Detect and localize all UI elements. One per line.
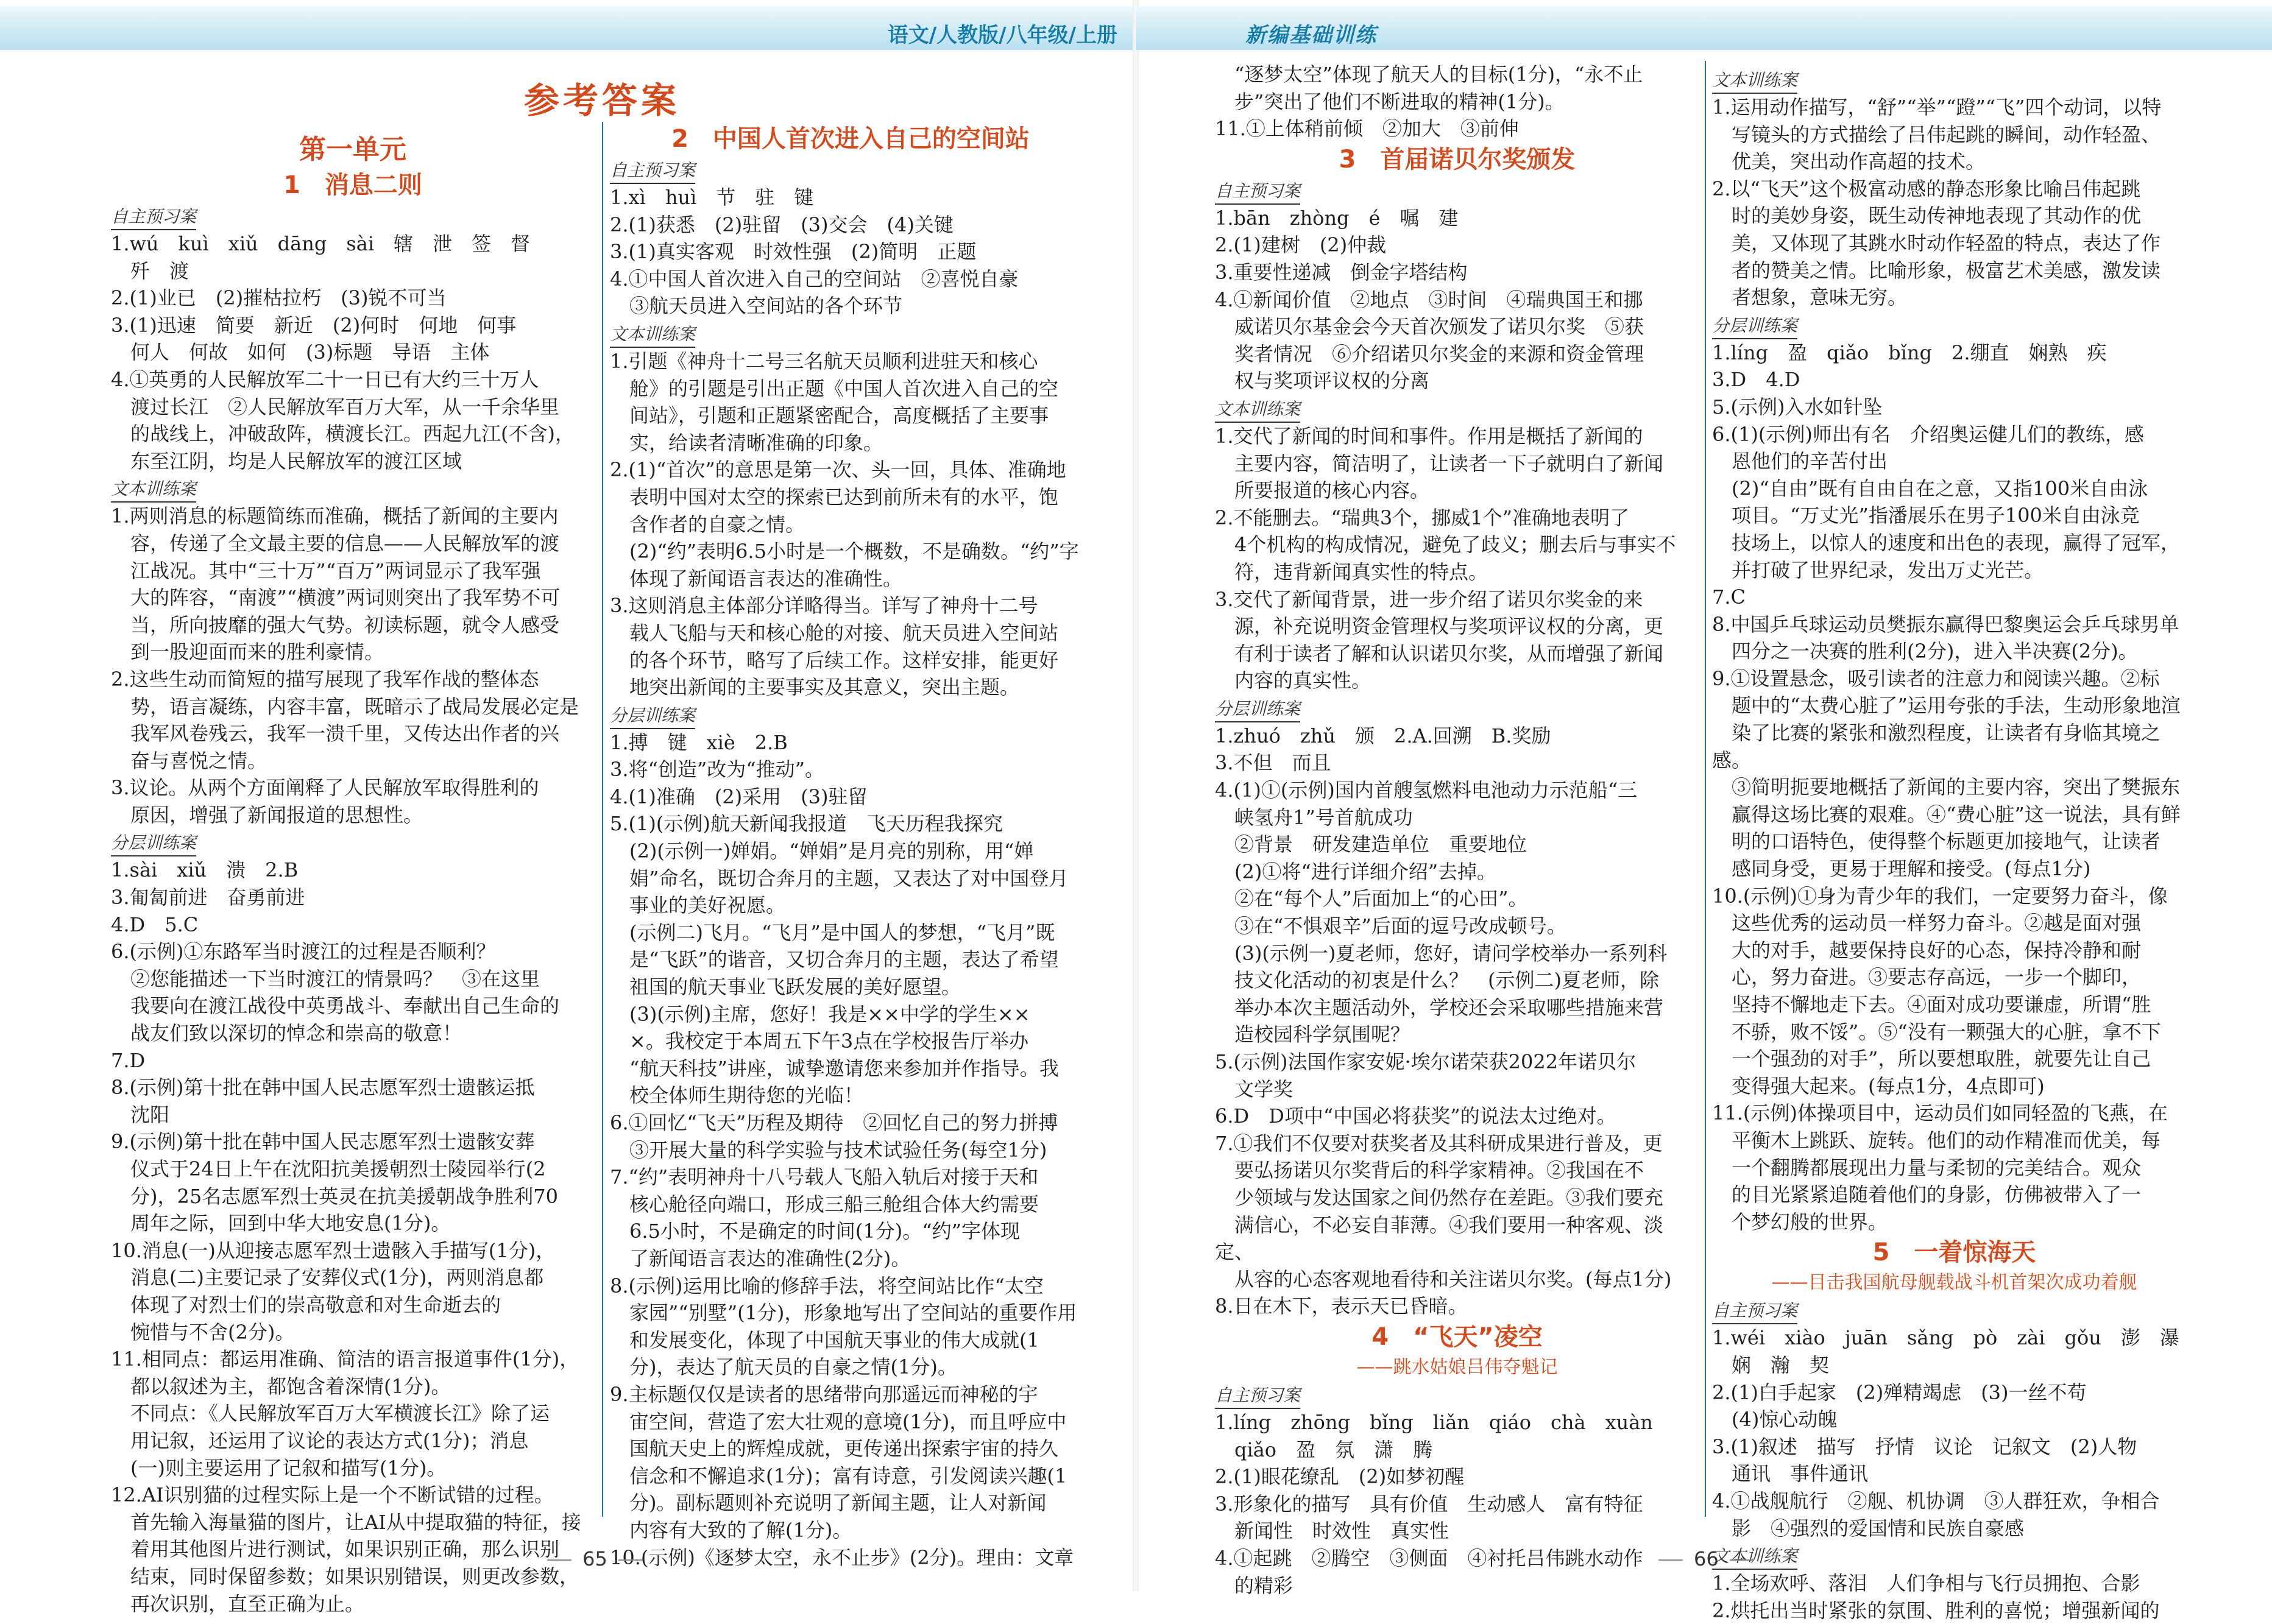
answer-line: 不骄，败不馁”。⑤“没有一颗强大的心脏，拿不下: [1712, 1020, 2161, 1043]
section-label-text: 文本训练案: [1712, 68, 1797, 94]
section-label-text: 自主预习案: [1215, 1383, 1300, 1409]
answer-line: 表明中国对太空的探索已达到前所未有的水平，饱: [610, 485, 1059, 509]
answer-line: 何人 何故 如何 (3)标题 导语 主体: [111, 341, 490, 364]
answer-line: (示例二)飞月。“飞月”是中国人的梦想，“飞月”既: [610, 920, 1055, 944]
answer-line: 核心舱径向端口，形成三船三舱组合体大约需要: [610, 1192, 1039, 1216]
answer-line: 校全体师生期待您的光临！: [610, 1084, 864, 1107]
answer-line: 用记叙，还运用了议论的表达方式(1分)；消息: [111, 1428, 529, 1452]
answer-line: 容，传递了全文最主要的信息——人民解放军的渡: [111, 531, 560, 555]
answer-line: 我要向在渡江战役中英勇战斗、奉献出自己生命的: [111, 994, 560, 1018]
answer-line: 消息(二)主要记录了安葬仪式(1分)，两则消息都: [111, 1266, 544, 1290]
answer-line: ③开展大量的科学实验与技术试验任务(每空1分): [610, 1138, 1047, 1162]
answer-line: 12.AI识别猫的过程实际上是一个不断试错的过程。: [111, 1483, 554, 1507]
answer-line: 项目。“万丈光”指潘展乐在男子100米自由泳竞: [1712, 504, 2140, 528]
answer-line: 仪式于24日上午在沈阳抗美援朝烈士陵园举行(2: [111, 1157, 546, 1181]
answer-line: 东至江阴，均是人民解放军的渡江区域: [111, 449, 462, 473]
answer-line: (3)(示例)主席，您好！我是××中学的学生××: [610, 1002, 1030, 1026]
answer-line: 体现了新闻语言表达的准确性。: [610, 567, 903, 590]
answer-line: 1.wéi xiào juān sǎng pò zài gǒu 澎 瀑: [1712, 1326, 2179, 1350]
answer-line: 的目光紧紧追随着他们的身影，仿佛被带入了一: [1712, 1183, 2142, 1207]
answer-line: 造校园科学氛围呢？: [1215, 1023, 1410, 1047]
answer-line: 2.(1)业已 (2)摧枯拉朽 (3)锐不可当: [111, 286, 447, 310]
answer-line: 到一股迎面而来的胜利豪情。: [111, 640, 384, 664]
answer-line: (4)惊心动魄: [1712, 1408, 1838, 1432]
answer-line: 2.(1)建树 (2)仲裁: [1215, 233, 1387, 257]
answer-line: 6.(示例)①东路军当时渡江的过程是否顺利？: [111, 940, 496, 964]
answer-line: (2)“自由”既有自由自在之意，又指100米自由泳: [1712, 476, 2148, 500]
answer-line: 通讯 事件通讯: [1712, 1462, 1869, 1486]
answer-line: 平衡木上跳跃、旋转。他们的动作精准而优美，每: [1712, 1128, 2161, 1152]
answer-line: 3.(1)迅速 简要 新近 (2)何时 何地 何事: [111, 313, 517, 337]
section-label-text: 自主预习案: [610, 158, 695, 184]
answer-line: 技文化活动的初衷是什么？ (示例二)夏老师，除: [1215, 969, 1659, 992]
answer-line: 题中的“太费心脏了”运用夸张的手法，生动形象地渲: [1712, 694, 2181, 718]
answer-line: 国航天史上的辉煌成就，更传递出探索宇宙的持久: [610, 1437, 1059, 1461]
section-label: [1215, 395, 1699, 423]
answer-line: 宙空间，营造了宏大壮观的意境(1分)，而且呼应中: [610, 1410, 1067, 1433]
column-divider-right: [1705, 61, 1706, 1517]
answer-line: 1.全场欢呼、落泪 人们争相与飞行员拥抱、合影: [1712, 1572, 2140, 1595]
section-label: [1712, 311, 2196, 339]
section-label: [1215, 177, 1699, 205]
unit-title: 第一单元: [299, 134, 406, 165]
answer-line: 大的阵容，“南渡”“横渡”两词则突出了我军势不可: [111, 586, 561, 610]
section-label-text: 自主预习案: [1215, 179, 1300, 205]
answer-line: 1.sài xiǔ 溃 2.B: [111, 858, 299, 882]
header-book-info: 语文/人教版/八年级/上册: [887, 23, 1117, 48]
answer-line: 优美，突出动作高超的技术。: [1712, 150, 1986, 174]
answer-line: 6.D D项中“中国必将获奖”的说法太过绝对。: [1215, 1104, 1616, 1128]
answer-line: 的战线上，冲破敌阵，横渡长江。西起九江(不含)，: [111, 422, 575, 446]
answer-line: 新闻性 时效性 真实性: [1215, 1519, 1449, 1543]
answer-line: 4.①英勇的人民解放军二十一日已有大约三十万人: [111, 367, 539, 391]
answer-line: 2.(1)“首次”的意思是第一次、头一回，具体、准确地: [610, 458, 1066, 482]
section-title: 1 消息二则: [283, 171, 422, 199]
answer-line: 舱》的引题是引出正题《中国人首次进入自己的空: [610, 376, 1059, 400]
answer-line: 歼 渡: [111, 259, 189, 283]
answer-line: 这些优秀的运动员一样努力奋斗。②越是面对强: [1712, 911, 2142, 935]
answer-line: 1.交代了新闻的时间和事件。作用是概括了新闻的: [1215, 424, 1643, 448]
answer-line: 一个翻腾都展现出力量与柔韧的完美结合。观众: [1712, 1156, 2142, 1179]
answer-line: 1.两则消息的标题简练而准确，概括了新闻的主要内: [111, 504, 559, 528]
answer-line: 3.不但 而且: [1215, 751, 1331, 775]
answer-line: 5.(示例)法国作家安妮·埃尔诺荣获2022年诺贝尔: [1215, 1050, 1637, 1073]
answer-line: 10.(示例)《逐梦太空，永不止步》(2分)。理由：文章: [610, 1545, 1074, 1569]
answer-line: 1.zhuó zhǔ 颁 2.A.回溯 B.奖励: [1215, 724, 1551, 747]
section-title: 3 首届诺贝尔奖颁发: [1339, 145, 1576, 174]
column-right-1: [1215, 61, 1699, 1599]
answer-line: 6.①回忆“飞天”历程及期待 ②回忆自己的努力拼搏: [610, 1111, 1058, 1134]
answer-line: 满信心，不必妄自菲薄。④我们要用一种客观、淡定、: [1215, 1213, 1664, 1264]
section-label-text: 自主预习案: [111, 205, 196, 230]
answer-line: 11.①上体稍前倾 ②加大 ③前伸: [1215, 117, 1519, 141]
answer-line: 3.交代了新闻背景，进一步介绍了诺贝尔奖金的来: [1215, 587, 1643, 611]
answer-line: 1.bān zhòng é 嘱 建: [1215, 206, 1459, 230]
answer-line: 7.①我们不仅要对获奖者及其科研成果进行普及，更: [1215, 1131, 1663, 1155]
answer-line: 2.不能删去。“瑞典3个，挪威1个”准确地表明了: [1215, 506, 1629, 529]
answer-line: 技场上，以惊人的速度和出色的表现，赢得了冠军，: [1712, 531, 2181, 554]
answer-line: 的精彩: [1215, 1573, 1293, 1597]
answer-line: 首先输入海量猫的图片，让AI从中提取猫的特征，接: [111, 1510, 581, 1534]
answer-line: 江战况。其中“三十万”“百万”两词显示了我军强: [111, 559, 541, 582]
answer-line: 1.运用动作描写，“舒”“举”“蹬”“飞”四个动词，以特: [1712, 96, 2162, 119]
answer-line: 威诺贝尔基金会今天首次颁发了诺贝尔奖 ⑤获: [1215, 315, 1644, 339]
answer-line: 势，语言凝练，内容丰富，既暗示了战局发展必定是: [111, 694, 579, 718]
answer-line: 符，违背新闻真实性的特点。: [1215, 560, 1488, 584]
answer-line: 1.wú kuì xiǔ dāng sài 辖 泄 签 督: [111, 232, 531, 255]
section-label: [1712, 1542, 2196, 1570]
answer-line: 坚持不懈地走下去。④面对成功要谦虚，所谓“胜: [1712, 993, 2151, 1016]
answer-line: 3.匍匐前进 奋勇前进: [111, 886, 305, 909]
answer-line: (2)①将“进行详细介绍”去掉。: [1215, 860, 1497, 883]
answer-line: 3.D 4.D: [1712, 368, 1800, 392]
section-label-text: 分层训练案: [1215, 697, 1300, 722]
answer-line: 2.以“飞天”这个极富动感的静态形象比喻吕伟起跳: [1712, 177, 2141, 200]
section-label-text: 自主预习案: [1712, 1299, 1797, 1324]
answer-line: 我军风卷残云，我军一溃千里，又传达出作者的兴: [111, 722, 560, 746]
answer-line: (一)则主要运用了记叙和描写(1分)。: [111, 1456, 447, 1480]
answer-line: (2)“约”表明6.5小时是一个概数，不是确数。“约”字: [610, 540, 1079, 563]
answer-line: 原因，增强了新闻报道的思想性。: [111, 803, 423, 827]
answer-line: 都以叙述为主，都饱含着深情(1分)。: [111, 1374, 451, 1398]
answer-line: 惋惜与不舍(2分)。: [111, 1320, 295, 1344]
section-label: [1215, 694, 1699, 722]
answer-line: 7.D: [111, 1048, 146, 1072]
answer-line: 间站》，引题和正题紧密配合，高度概括了主要事: [610, 404, 1049, 428]
answer-line: 3.(1)真实客观 时效性强 (2)简明 正题: [610, 240, 977, 264]
section-label: [111, 202, 595, 230]
answer-line: 源，补充说明资金管理权与奖项评议权的分离，更: [1215, 615, 1664, 638]
answer-line: 4.(1)①(示例)国内首艘氢燃料电池动力示范船“三: [1215, 778, 1638, 802]
answer-line: 周年之际，回到中华大地安息(1分)。: [111, 1212, 451, 1235]
answer-line: 和发展变化，体现了中国航天事业的伟大成就(1: [610, 1328, 1039, 1352]
header-band-left: [0, 6, 1136, 50]
header-band-right: [1136, 6, 2272, 50]
answer-line: 一个强劲的对手”，所以要想取胜，就要先让自己: [1712, 1047, 2151, 1071]
answer-line: “航天科技”讲座，诚挚邀请您来参加并作指导。我: [610, 1056, 1059, 1080]
answer-line: 6.5小时，不是确定的时间(1分)。“约”字体现: [610, 1220, 1020, 1243]
answer-line: 3.形象化的描写 具有价值 生动感人 富有特征: [1215, 1492, 1643, 1516]
answer-line: 感同身受，更易于理解和接受。(每点1分): [1712, 857, 2091, 881]
column-divider-left: [602, 122, 603, 1517]
answer-line: 体现了对烈士们的崇高敬意和对生命逝去的: [111, 1293, 501, 1316]
answer-line: 2.烘托出当时紧张的氛围、胜利的喜悦；增强新闻的: [1712, 1598, 2160, 1622]
answer-line: ②您能描述一下当时渡江的情景吗？ ③在这里: [111, 967, 540, 990]
answer-line: 11.(示例)体操项目中，运动员们如同轻盈的飞燕，在: [1712, 1101, 2168, 1125]
answer-line: 3.(1)叙述 描写 抒情 议论 记叙文 (2)人物: [1712, 1435, 2137, 1458]
answer-line: 3.将“创造”改为“推动”。: [610, 758, 824, 782]
answer-line: 3.这则消息主体部分详略得当。详写了神舟十二号: [610, 594, 1038, 618]
answer-line: 7.“约”表明神舟十八号载人飞船入轨后对接于天和: [610, 1165, 1039, 1189]
answer-line: 个梦幻般的世界。: [1712, 1210, 1888, 1234]
left-page: [0, 0, 1136, 1615]
answer-line: 从容的心态客观地看待和关注诺贝尔奖。(每点1分): [1215, 1267, 1672, 1291]
answer-line: 家园”“别墅”(1分)，形象地写出了空间站的重要作用: [610, 1301, 1077, 1325]
answer-line: (2)(示例一)婵娟。“婵娟”是月亮的别称，用“婵: [610, 839, 1034, 863]
answer-line: 9.①设置悬念，吸引读者的注意力和阅读兴趣。②标: [1712, 666, 2160, 690]
answer-line: 的各个环节，略写了后续工作。这样安排，能更好: [610, 648, 1059, 672]
answer-line: 娴 瀚 契: [1712, 1353, 1830, 1377]
answer-line: 5.(示例)入水如针坠: [1712, 395, 1883, 418]
answer-line: 着用其他图片进行测试，如果识别正确，那么识别: [111, 1538, 560, 1561]
section-label: [111, 828, 595, 856]
answer-line: ×。我校定于本周五下午3点在学校报告厅举办: [610, 1029, 1029, 1053]
header-series-name: 新编基础训练: [1245, 23, 1377, 48]
answer-line: 1.líng 盈 qiǎo bǐng 2.绷直 娴熟 疾: [1712, 341, 2107, 364]
section-label: [610, 156, 1091, 184]
answer-line: 3.重要性递减 倒金字塔结构: [1215, 260, 1468, 284]
answer-line: 所要报道的核心内容。: [1215, 479, 1430, 503]
answer-line: 有利于读者了解和认识诺贝尔奖，从而增强了新闻: [1215, 641, 1664, 665]
answer-line: 渡过长江 ②人民解放军百万大军，从一千余华里: [111, 395, 560, 418]
answer-line: 实，给读者清晰准确的印象。: [610, 431, 883, 454]
section-title: 5 一着惊海天: [1872, 1238, 2036, 1267]
answer-line: 3.议论。从两个方面阐释了人民解放军取得胜利的: [111, 776, 539, 800]
answer-line: 峡氢舟1”号首航成功: [1215, 805, 1413, 829]
page-number-left: [536, 1547, 654, 1570]
answer-line: 了新闻语言表达的准确性(2分)。: [610, 1246, 911, 1270]
answer-line: 变得强大起来。(每点1分，4点即可): [1712, 1074, 2045, 1098]
answer-line: 主要内容，简洁明了，让读者一下子就明白了新闻: [1215, 451, 1664, 475]
answer-line: 2.(1)眼花缭乱 (2)如梦初醒: [1215, 1465, 1465, 1489]
answer-line: (3)(示例一)夏老师，您好，请问学校举办一系列科: [1215, 941, 1668, 965]
answer-line: 9.(示例)第十批在韩中国人民志愿军烈士遗骸安葬: [111, 1130, 535, 1154]
answer-line: 2.这些生动而简短的描写展现了我军作战的整体态: [111, 667, 539, 691]
section-label-text: 文本训练案: [1215, 397, 1300, 423]
answer-line: ②在“每个人”后面加上“的心田”。: [1215, 887, 1528, 911]
column-left-2: [610, 122, 1091, 1571]
answer-line: 10.(示例)①身为青少年的我们，一定要努力奋斗，像: [1712, 884, 2168, 908]
answer-line: 8.(示例)第十批在韩中国人民志愿军烈士遗骸运抵: [111, 1076, 535, 1100]
answer-line: 地突出新闻的主要事实及其意义，突出主题。: [610, 676, 1020, 699]
answer-line: 权与奖项评议权的分离: [1215, 369, 1430, 393]
answer-line: 分)，25名志愿军烈士英灵在抗美援朝战争胜利70: [111, 1184, 558, 1208]
answer-line: 当，所向披靡的强大气势。初读标题，就令人感受: [111, 613, 560, 637]
right-page: [1136, 0, 2272, 1622]
answer-line: 含作者的自豪之情。: [610, 512, 805, 536]
answer-line: 战友们致以深切的悼念和崇高的敬意！: [111, 1022, 462, 1045]
answer-line: 4.①新闻价值 ②地点 ③时间 ④瑞典国王和挪: [1215, 288, 1643, 311]
answer-line: 奋与喜悦之情。: [111, 749, 267, 772]
section-title: 4 “飞天”凌空: [1371, 1322, 1543, 1351]
answer-line: 7.C: [1712, 585, 1746, 609]
answer-line: 美，又体现了其跳水时动作轻盈的特点，表达了作: [1712, 231, 2161, 255]
answer-line: 写镜头的方式描绘了吕伟起跳的瞬间，动作轻盈、: [1712, 122, 2161, 146]
section-subtitle: ——目击我国航母舰载战斗机首架次成功着舰: [1771, 1272, 2137, 1294]
section-label: [1712, 66, 2196, 94]
answer-line: 11.相同点：都运用准确、简洁的语言报道事件(1分)，: [111, 1347, 579, 1371]
page-number-right-value: 66: [1694, 1547, 1719, 1570]
answer-line: 赢得这场比赛的艰难。④“费心脏”这一说法，具有鲜: [1712, 802, 2181, 826]
column-left-1: [111, 132, 595, 1617]
section-label: [1215, 1381, 1699, 1409]
answer-line: 要弘扬诺贝尔奖背后的科学家精神。②我国在不: [1215, 1159, 1644, 1182]
answer-line: ③航天员进入空间站的各个环节: [610, 294, 903, 318]
answer-line: 文学奖: [1215, 1077, 1293, 1101]
answer-line: 者想象，意味无穷。: [1712, 286, 1908, 309]
answer-line: 1.搏 键 xiè 2.B: [610, 730, 788, 754]
section-title: 2 中国人首次进入自己的空间站: [671, 125, 1030, 153]
answer-line: 并打破了世界纪录，发出万丈光芒。: [1712, 558, 2044, 582]
section-label: [610, 701, 1091, 729]
answer-line: 恩他们的辛苦付出: [1712, 450, 1888, 473]
answer-line: 少领域与发达国家之间仍然存在差距。③我们要充: [1215, 1185, 1664, 1209]
answer-line: 4.(1)准确 (2)采用 (3)驻留: [610, 785, 868, 808]
answer-line: 内容的真实性。: [1215, 669, 1371, 693]
answer-line: 2.(1)白手起家 (2)殚精竭虑 (3)一丝不苟: [1712, 1380, 2087, 1404]
answer-line: 祖国的航天事业飞跃发展的美好愿望。: [610, 975, 961, 999]
answer-line: 5.(1)(示例)航天新闻我报道 飞天历程我探究: [610, 812, 1003, 836]
answer-line: 10.消息(一)从迎接志愿军烈士遗骸入手描写(1分)，: [111, 1238, 556, 1262]
answer-line: 4.D 5.C: [111, 913, 199, 936]
page-number-right: [1647, 1547, 1765, 1570]
page-number-left-value: 65: [582, 1547, 607, 1570]
answer-line: 4个机构的构成情况，避免了歧义；删去后与事实不: [1215, 533, 1676, 557]
answer-line: qiǎo 盈 氛 潇 腾: [1215, 1438, 1433, 1461]
section-label-text: 分层训练案: [111, 831, 196, 856]
answer-line: 4.①中国人首次进入自己的空间站 ②喜悦自豪: [610, 267, 1019, 291]
answer-line: 2.(1)获悉 (2)驻留 (3)交会 (4)关键: [610, 213, 954, 236]
answer-line: 信念和不懈追求(1分)；富有诗意，引发阅读兴趣(1: [610, 1464, 1067, 1488]
answer-line: 时的美妙身姿，既生动传神地表现了其动作的优: [1712, 204, 2142, 228]
answer-line: 不同点：《人民解放军百万大军横渡长江》除了运: [111, 1402, 550, 1425]
answer-line: ③在“不惧艰辛”后面的逗号改成顿号。: [1215, 914, 1566, 938]
answer-line: 8.中国乒乓球运动员樊振东赢得巴黎奥运会乒乓球男单: [1712, 612, 2179, 636]
answer-line: 再次识别，直至正确为止。: [111, 1592, 365, 1615]
answer-line: 影 ④强烈的爱国情和民族自豪感: [1712, 1516, 2025, 1540]
answer-line: 8.(示例)运用比喻的修辞手法，将空间站比作“太空: [610, 1274, 1044, 1297]
section-label-text: 文本训练案: [610, 322, 695, 348]
answer-line: 是“飞跃”的谐音，又切合奔月的主题，表达了希望: [610, 948, 1059, 972]
answer-line: 内容有大致的了解(1分)。: [610, 1518, 852, 1542]
answer-line: 结束，同时保留参数；如果识别错误，则更改参数，: [111, 1564, 579, 1588]
answer-line: ②背景 研发建造单位 重要地位: [1215, 833, 1527, 856]
page-title: 参考答案: [524, 80, 681, 121]
section-label-text: 分层训练案: [610, 704, 695, 729]
answer-line: 者的赞美之情。比喻形象，极富艺术美感，激发读: [1712, 258, 2161, 282]
answer-line: 步”突出了他们不断进取的精神(1分)。: [1215, 90, 1565, 113]
answer-line: 载人飞船与天和核心舱的对接、航天员进入空间站: [610, 621, 1059, 644]
answer-line: 1.引题《神舟十二号三名航天员顺利进驻天和核心: [610, 349, 1038, 373]
section-label: [111, 475, 595, 503]
answer-line: 1.líng zhōng bǐng liǎn qiáo chà xuàn: [1215, 1410, 1653, 1434]
answer-line: 四分之一决赛的胜利(2分)，进入半决赛(2分)。: [1712, 640, 2138, 663]
answer-line: 4.①战舰航行 ②舰、机协调 ③人群狂欢，争相合: [1712, 1489, 2160, 1513]
section-label: [610, 320, 1091, 348]
answer-line: 染了比赛的紧张和激烈程度，让读者有身临其境之感。: [1712, 721, 2161, 772]
answer-line: 事业的美好祝愿。: [610, 894, 786, 917]
answer-line: 娟”命名，既切合奔月的主题，又表达了对中国登月: [610, 866, 1069, 890]
answer-line: 心，努力奋进。③要志存高远，一步一个脚印，: [1712, 966, 2142, 989]
column-right-2: [1712, 66, 2196, 1624]
answer-line: ③简明扼要地概括了新闻的主要内容，突出了樊振东: [1712, 775, 2181, 799]
answer-line: 1.xì huì 节 驻 键: [610, 186, 814, 209]
section-label-text: 分层训练案: [1712, 314, 1797, 339]
answer-line: 9.主标题仅仅是读者的思绪带向那遥远而神秘的宇: [610, 1382, 1038, 1406]
answer-line: 明的口语特色，使得整个标题更加接地气，让读者: [1712, 830, 2161, 853]
answer-line: “逐梦太空”体现了航天人的目标(1分)，“永不止: [1215, 63, 1643, 86]
section-subtitle: ——跳水姑娘吕伟夺魁记: [1356, 1356, 1558, 1378]
answer-line: 沈阳: [111, 1103, 170, 1126]
answer-line: 6.(1)(示例)师出有名 介绍奥运健儿们的教练，感: [1712, 422, 2144, 446]
answer-line: 大的对手，越要保持良好的心态，保持冷静和耐: [1712, 938, 2142, 962]
section-label-text: 文本训练案: [1712, 1544, 1797, 1570]
section-label: [1712, 1296, 2196, 1324]
answer-line: 举办本次主题活动外，学校还会采取哪些措施来营: [1215, 995, 1664, 1019]
answer-line: 8.日在木下，表示天已昏暗。: [1215, 1294, 1468, 1318]
answer-line: 4.①起跳 ②腾空 ③侧面 ④衬托吕伟跳水动作: [1215, 1546, 1643, 1570]
answer-line: 分)，表达了航天员的自豪之情(1分)。: [610, 1355, 957, 1379]
section-label-text: 文本训练案: [111, 477, 196, 503]
answer-line: 分)。副标题则补充说明了新闻主题，让人对新闻: [610, 1491, 1047, 1515]
answer-line: 奖者情况 ⑥介绍诺贝尔奖金的来源和资金管理: [1215, 342, 1644, 365]
